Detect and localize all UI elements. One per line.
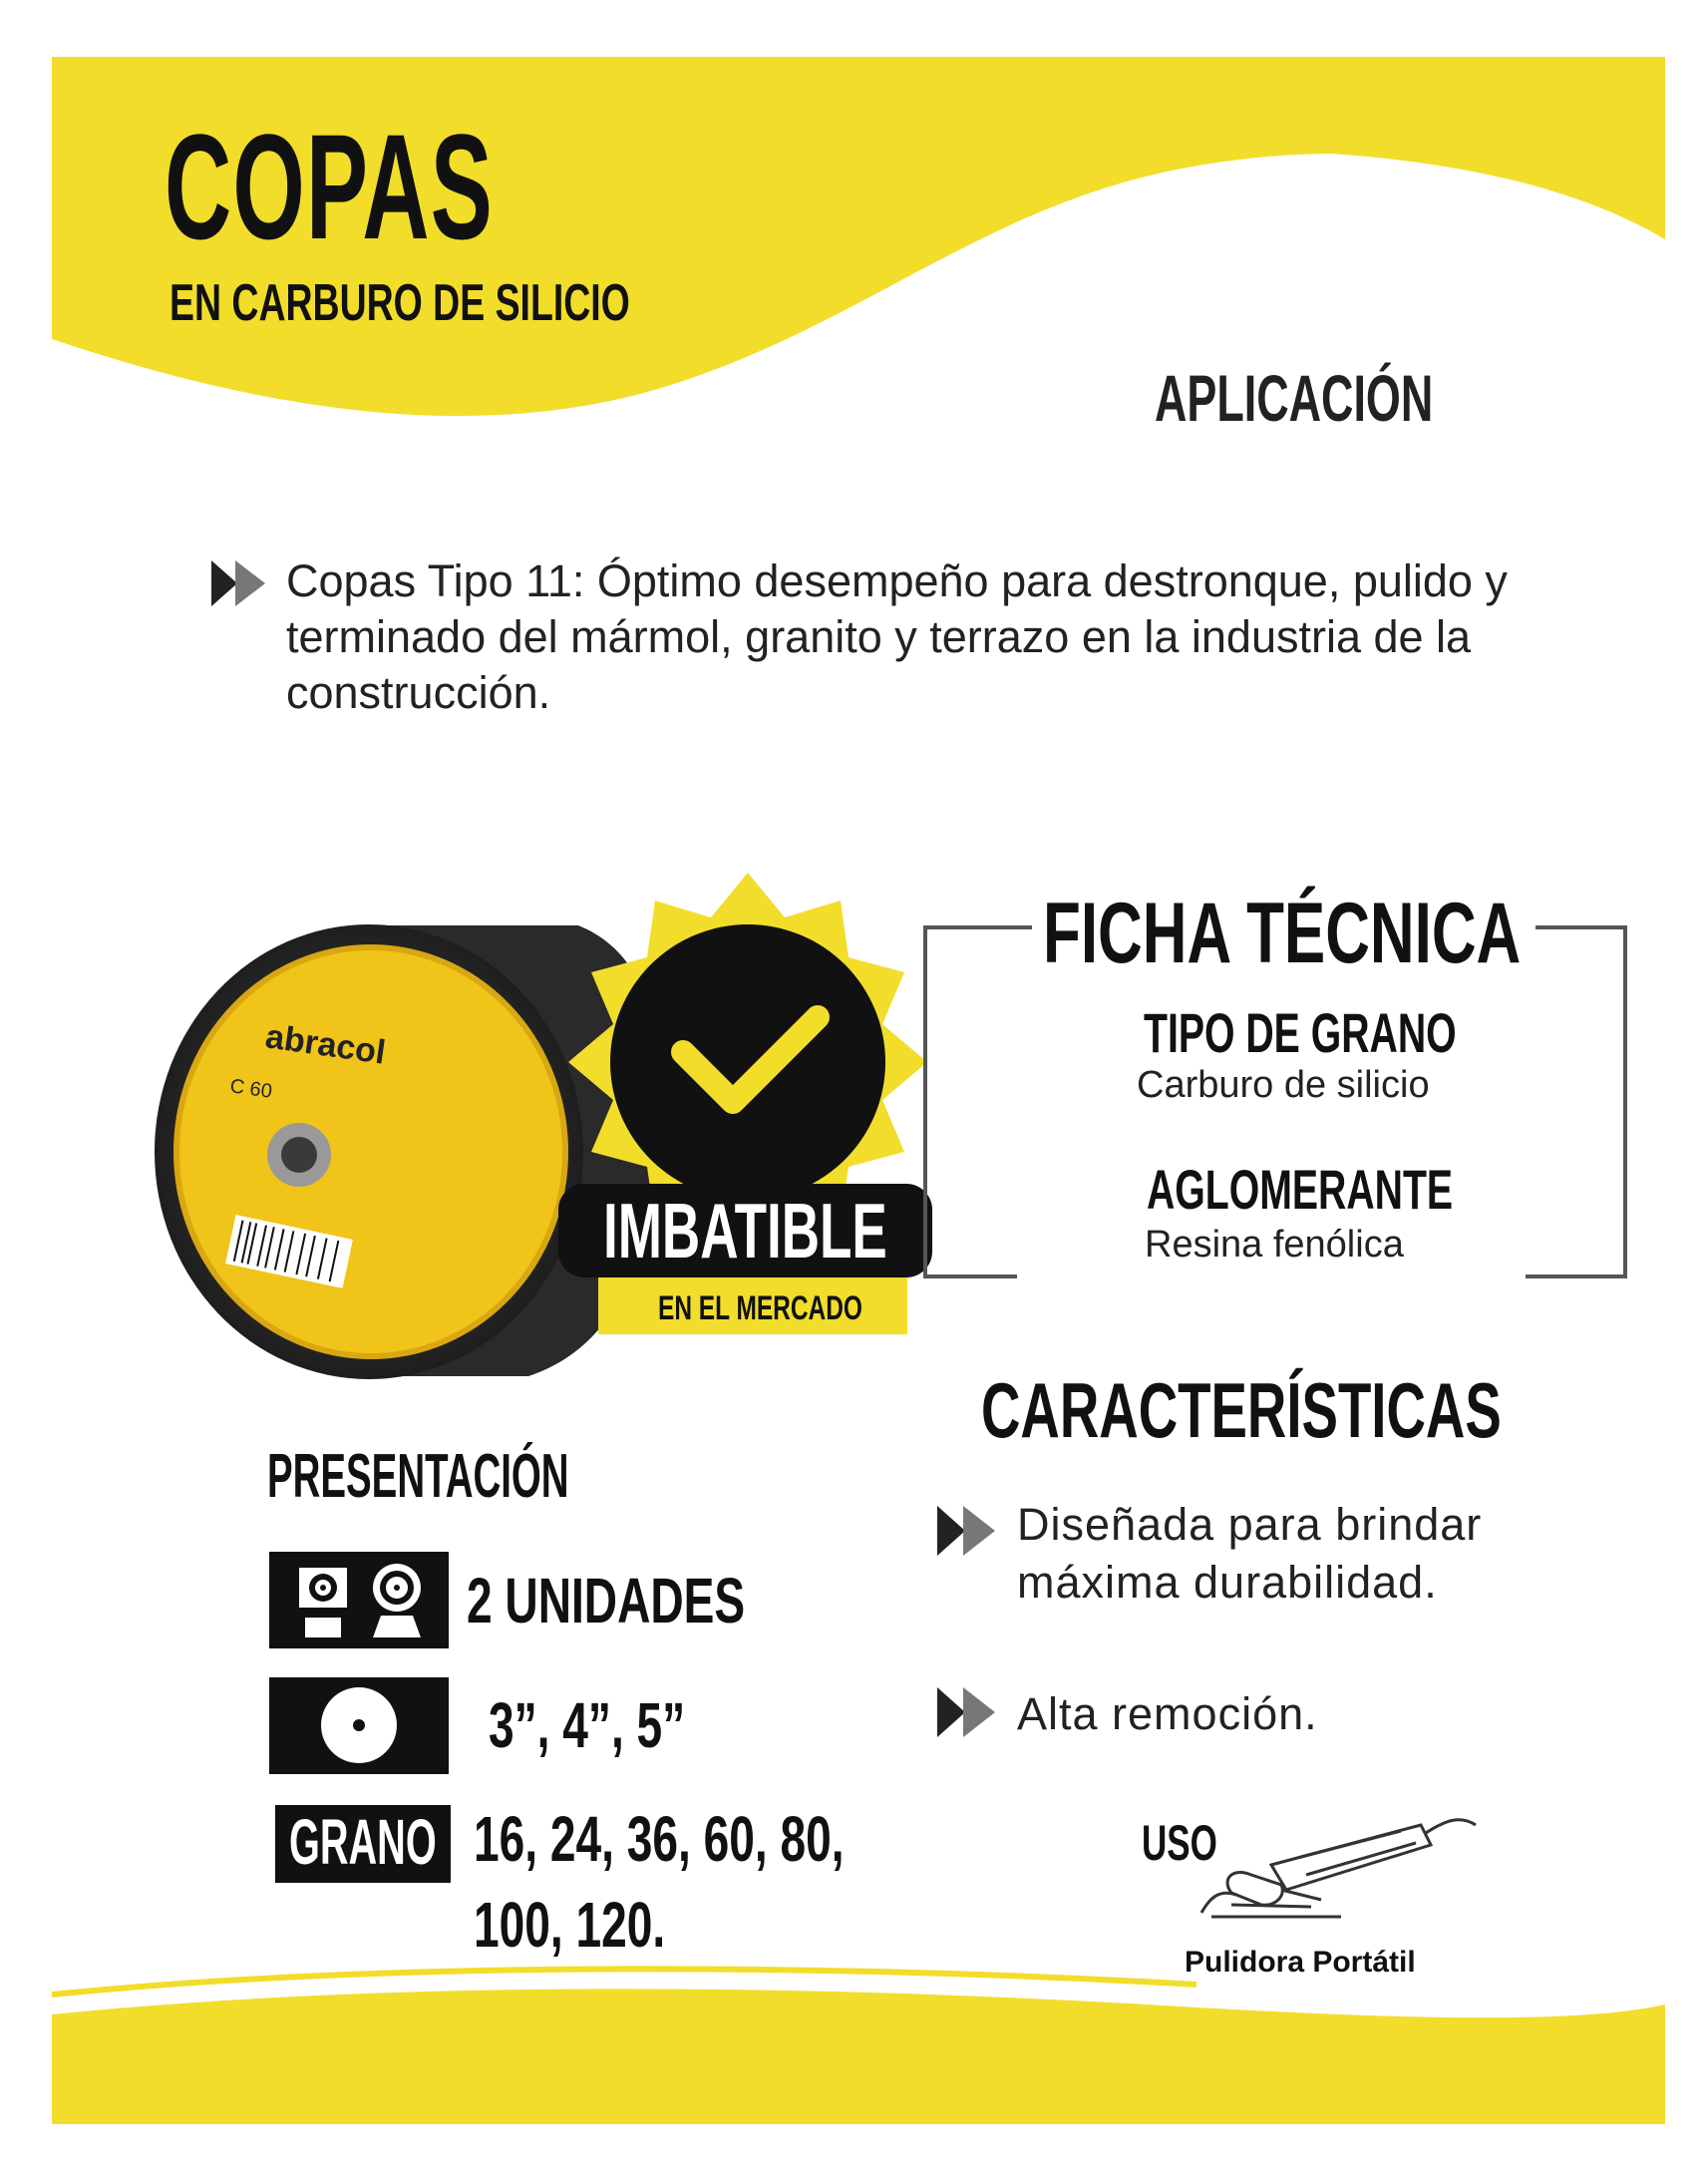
spec-label-grano: TIPO DE GRANO	[1144, 1001, 1457, 1064]
angle-grinder-icon	[1192, 1795, 1481, 1925]
caracteristica-item: Diseñada para brindar máxima durabilidad.	[1017, 1499, 1483, 1608]
double-arrow-icon	[211, 560, 273, 606]
uso-heading: USO	[1142, 1815, 1217, 1871]
caracteristicas-heading: CARACTERÍSTICAS	[981, 1366, 1502, 1454]
sizes-value: 3”, 4”, 5”	[489, 1689, 686, 1761]
footer-wave	[52, 1989, 1665, 2124]
aplicacion-heading: APLICACIÓN	[1155, 361, 1434, 435]
two-discs-icon	[269, 1552, 449, 1648]
spec-label-aglomerante: AGLOMERANTE	[1147, 1158, 1454, 1221]
presentacion-heading: PRESENTACIÓN	[267, 1442, 569, 1511]
product-code-label: C 60	[228, 1075, 274, 1103]
grano-values-line1: 16, 24, 36, 60, 80,	[474, 1803, 845, 1875]
badge-label: IMBATIBLE	[603, 1187, 887, 1274]
spec-value-grano: Carburo de silicio	[1137, 1064, 1430, 1106]
badge-sublabel: EN EL MERCADO	[658, 1289, 862, 1327]
aplicacion-text: Copas Tipo 11: Óptimo desempeño para destronque, pulido y terminado del mármol, granito y terrazo en la industria de la construcción.	[286, 555, 1508, 718]
page-subtitle: EN CARBURO DE SILICIO	[170, 274, 630, 332]
spec-value-aglomerante: Resina fenólica	[1145, 1224, 1404, 1266]
grano-values-line2: 100, 120.	[474, 1889, 666, 1961]
sizes-icon-box	[269, 1677, 449, 1774]
disc-size-icon	[269, 1677, 449, 1774]
units-icon-box	[269, 1552, 449, 1648]
double-arrow-icon	[937, 1506, 999, 1556]
uso-caption: Pulidora Portátil	[1185, 1946, 1416, 1979]
caracteristica-item: Alta remoción.	[1017, 1688, 1318, 1739]
product-brand-label: abracol	[262, 1017, 388, 1072]
ficha-heading: FICHA TÉCNICA	[1043, 886, 1522, 981]
page-title: COPAS	[165, 103, 495, 270]
double-arrow-icon	[937, 1687, 999, 1737]
grano-label: GRANO	[289, 1806, 437, 1878]
units-value: 2 UNIDADES	[467, 1565, 746, 1636]
